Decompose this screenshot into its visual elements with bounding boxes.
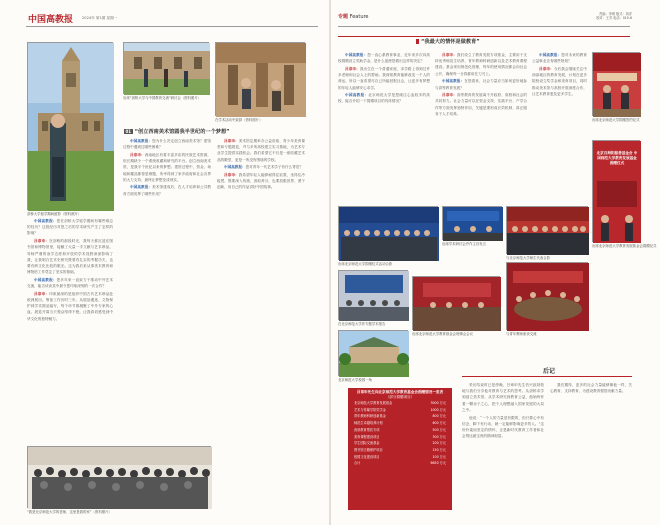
answer-text: 今后我会继续关注中西部地区的教育发展，计划在更多院校设立奖学金和美育项目，同时推动美术馆与高校开展深度合作，让艺术教育惠及更多学生。 — [532, 66, 588, 96]
group-caption-1: 出席北京师范大学捐赠仪式活动合影 — [338, 262, 393, 266]
question-text: 您一直心系教育事业，近年来多次向高校捐赠设立奖助学金，是什么促使您做出这样的决定？ — [338, 53, 431, 64]
subhead-marker — [416, 39, 419, 44]
answer-label: 吕章申： — [345, 66, 360, 71]
table-photo — [506, 262, 588, 330]
signing-photo — [592, 52, 640, 116]
answer-label: 吕章申： — [224, 173, 239, 178]
crowd-caption: “我是北京师范大学的老师，这里是我的家”（资料照片） — [27, 510, 112, 514]
answer-label: 吕章申： — [130, 152, 145, 157]
donation-item: 西部教育帮扶专项 — [354, 427, 380, 432]
question-label: 中国高教报： — [442, 79, 465, 84]
question-text: 美术馆建成后，在人才培养和公共教育方面发挥了哪些作用？ — [123, 185, 212, 196]
table-caption: 与青年教师座谈交流 — [506, 332, 537, 336]
banner-text: 北京百海阳慈善基金会 中国师范大学教育发展基金 捐赠仪式 — [596, 151, 638, 165]
donation-row — [348, 454, 452, 461]
answer-text: 印象最深的是组织中国古代艺术珍品赴欧洲展出。筹备工作历时三年，从展品遴选、文物保护到学术图录编写，每个环节都凝聚了中外专家的心血。展览开幕当天观众络绎不绝，让我真切感受到中华文化的独特魅力。 — [27, 291, 114, 321]
subhead-rule — [338, 36, 630, 37]
right-page — [330, 0, 660, 525]
afterword-column-1 — [462, 382, 544, 510]
answer-label: 吕章申： — [34, 291, 50, 296]
donation-row — [348, 420, 452, 427]
donation-item: 师范生卓越培养计划 — [354, 421, 383, 426]
donation-row — [348, 400, 452, 407]
banner-caption: 出席北京师范大学教育发展基金会捐赠仪式 — [592, 244, 657, 248]
group-photo-1 — [338, 206, 438, 260]
donation-amount: 800 万元 — [432, 414, 446, 419]
page-fold — [329, 0, 331, 525]
section-label: 专题 — [338, 14, 349, 20]
courtyard-caption: 出席“剑桥大学与中国教育交流”研讨会（资料照片） — [123, 96, 202, 100]
donation-item: 合计 — [354, 461, 361, 466]
tower-caption: 剑桥大学留学期间留影（资料照片） — [27, 212, 82, 216]
question-label: 中国高教报： — [34, 277, 57, 282]
header-rule — [338, 26, 630, 27]
hall-photo — [215, 42, 305, 116]
answer-text: 在剑桥的那段时光，我每天都沉浸在图书馆和博物馆里，接触了大量一手文献与艺术珍品。导师严谨的治学态度和开放的学术视野深深影响了我，让我明白艺术史研究既要有扎实的考据功夫，也要有跨文化比较的眼光。这为我后来从事美术教育和博物馆工作奠定了坚实的基础。 — [27, 239, 114, 275]
donation-amount: 200 万元 — [432, 441, 446, 446]
courtyard-photo — [123, 42, 209, 94]
signing-caption: 出席北京师范大学捐赠签约仪式 — [592, 118, 640, 122]
left-column-2 — [123, 138, 211, 440]
campus-photo — [338, 330, 408, 376]
donation-amount: 600 万元 — [432, 421, 446, 426]
donation-item: 美育课程建设项目 — [354, 434, 380, 439]
donation-item: 校园文化建设项目 — [354, 454, 380, 459]
afterword-paragraph: 他说：“一个人的力量是有限的，但只要心中有信念、脚下有行动，就一定能够影响更多的人。”这份朴素而坚定的情怀，正是新时代教育工作者和社会贤达最宝贵的精神财富。 — [462, 415, 544, 439]
donation-item: 艺术与传媒学院奖学金 — [354, 407, 386, 412]
editor-line: 校对：王芳 电话：010-6 — [596, 16, 632, 20]
right-column-1 — [338, 52, 430, 202]
answer-text: 我出生在一个普通家庭，求学路上得到过许多老师和社会人士的帮助。我深知教育能够改变一个人的命运，所以一直希望尽自己所能回报社会，让更多有梦想的年轻人能够安心求学。 — [338, 66, 431, 90]
donation-table — [348, 388, 452, 510]
masthead-title: 中国高教报 — [28, 15, 74, 25]
donation-row — [348, 413, 452, 420]
donation-subtitle: （部分捐赠项目） — [385, 395, 415, 399]
lecture-photo — [338, 270, 408, 320]
afterword-paragraph: 采访结束时已是傍晚，吕章申先生仍兴致勃勃地与我们分享他对教育与艺术的思考。从剑桥求学到创立美术馆，从学术研究到教育公益，他始终怀着一颗赤子之心，把个人理想融入国家发展的大局之中。 — [462, 383, 544, 412]
donation-amount: 3000 万元 — [430, 401, 446, 405]
question-text: 您对未来的教育公益事业还有哪些规划？ — [532, 53, 587, 64]
donation-row — [348, 440, 452, 447]
answer-text: 我希望年轻人能够耐得住寂寞，坐得住冷板凳，既要深入传统、汲取养分，也要放眼世界、勇于创新，用自己的作品讲好中国故事。 — [217, 173, 306, 190]
question-label: 中国高教报： — [345, 93, 369, 98]
tower-photo — [27, 42, 113, 210]
meeting-photo — [442, 206, 502, 240]
subhead-number: 01 — [125, 129, 132, 134]
left-column-1 — [27, 218, 113, 440]
crowd-photo — [27, 446, 211, 508]
donation-item: 北京师范大学教育发展基金 — [354, 401, 393, 405]
banner-photo — [592, 140, 640, 242]
header-rule — [26, 26, 318, 27]
section-title — [338, 13, 369, 20]
question-text: 您为什么决定创立西南美术馆？建馆过程中遇到过哪些困难？ — [123, 139, 212, 150]
answer-text: 西南地区有着丰富多彩的民族艺术资源，但长期缺少一个系统收藏和研究的平台。创立西南美术馆，是我半个世纪以来的梦想。建馆过程中，资金、场地和藏品都曾是难题，所幸得到了家乡政府和社会各界的大力支持，最终让梦想变成现实。 — [123, 152, 212, 182]
answer-label: 吕章申： — [34, 239, 50, 244]
group-caption-2: 与北京师范大学师生代表合影 — [506, 256, 551, 260]
editor-line: 责编：李明 版式：刘洋 — [599, 12, 632, 16]
donation-row — [348, 407, 452, 414]
donation-row — [348, 434, 452, 441]
question-text: 您在剑桥大学留学期间有哪些难忘的经历？这段经历对您之后的学术研究产生了怎样的影响？ — [27, 219, 114, 236]
donation-row — [348, 460, 452, 467]
right-subhead — [416, 38, 480, 45]
issue-info: 2024年 第1期 星期一 — [82, 16, 118, 20]
left-column-3 — [217, 138, 305, 508]
right-column-3 — [532, 52, 587, 202]
afterword-rule — [462, 376, 632, 377]
answer-label: 吕章申： — [224, 139, 239, 143]
donation-amount: 1000 万元 — [430, 407, 446, 412]
question-label: 中国高教报： — [539, 53, 562, 57]
question-label: 中国高教报： — [34, 219, 57, 223]
donation-row — [348, 427, 452, 434]
donation-row — [348, 447, 452, 454]
donation-amount: 6650 万元 — [430, 461, 446, 466]
donation-item: 图书馆古籍保护项目 — [354, 447, 383, 452]
donation-amount: 500 万元 — [432, 427, 446, 432]
answer-label: 吕章申： — [442, 53, 457, 57]
donation-item: 学生国际交流基金 — [354, 441, 380, 446]
right-subhead-text: “我最大的情怀是做教育” — [421, 39, 480, 45]
answer-label: 吕章申： — [442, 93, 457, 98]
answer-text: 高等教育的发展离不开政府、高校和社会的共同努力。社会力量可以在资金支持、实践平台、产学合作等方面发挥独特作用，关键是要形成长效机制，真正服务于人才培养。 — [435, 93, 528, 116]
question-label: 中国高教报： — [345, 53, 368, 57]
lecture-caption: 在北京师范大学作专题学术报告 — [338, 322, 386, 326]
donation-amount: 100 万元 — [432, 454, 446, 459]
hall2-caption: 出席北京师范大学教育基金会理事会会议 — [412, 332, 474, 336]
answer-text: 美术馆定期举办公益讲座、青少年美育课堂和专题展览，并与多所高校建立实习基地，为艺术专业学生提供实践机会。我们希望它不仅是一座收藏艺术品的殿堂，更是一所没有围墙的学校。 — [217, 139, 306, 162]
meeting-caption: 出席学术研讨会并作主旨发言 — [442, 242, 487, 246]
afterword-paragraph: 我们期待，更多的社会力量能够像他一样，关心教育、支持教育，为建设教育强国贡献力量。 — [550, 383, 632, 394]
question-text: 北京师范大学是您倾注心血较多的高校，能否介绍一下捐赠项目的具体情况？ — [338, 93, 431, 104]
right-column-2 — [435, 52, 527, 202]
answer-text: 我们设立了教育发展专项基金，主要用于支持优秀师范生培养、青年教师科研创新以及艺术教育课程建设。基金采用规范化管理，每年的使用情况都会向社会公开，确保每一分钱都用在刀刃上。 — [435, 53, 528, 76]
donation-amount: 300 万元 — [432, 434, 446, 439]
question-label: 中国高教报： — [130, 139, 153, 143]
question-label: 中国高教报： — [130, 185, 153, 190]
donation-amount: 150 万元 — [432, 447, 446, 452]
question-text: 在您看来，社会力量应当如何更好地参与高等教育发展？ — [435, 79, 528, 90]
question-text: 您对青年一代艺术学子有什么寄语？ — [245, 165, 304, 170]
donation-rows — [348, 400, 452, 467]
donation-title: 吕章申先生向北京师范大学教育基金会捐赠情况一览表 — [356, 390, 444, 394]
group-photo-2 — [506, 206, 588, 254]
question-label: 中国高教报： — [224, 165, 246, 170]
section-label-en: Feature — [349, 14, 369, 20]
answer-label: 吕章申： — [539, 66, 554, 71]
editor-info — [562, 12, 632, 20]
campus-caption: 北京师范大学校园一角 — [338, 378, 372, 382]
question-text: 您多年来一直致力于推动中外艺术交流，能否谈谈其中最令您印象深刻的一次合作？ — [27, 277, 114, 289]
left-subhead-text: “创立西南美术馆圆我半世纪的一个梦想” — [134, 129, 230, 135]
donation-item: 青年教师科研创新基金 — [354, 414, 386, 419]
red-hall-photo — [412, 276, 500, 330]
hall-caption: 在学术活动中致辞（资料照片） — [215, 118, 263, 122]
afterword-column-2 — [550, 382, 632, 510]
left-subhead — [124, 128, 230, 135]
afterword-title: 后记 — [540, 366, 558, 375]
